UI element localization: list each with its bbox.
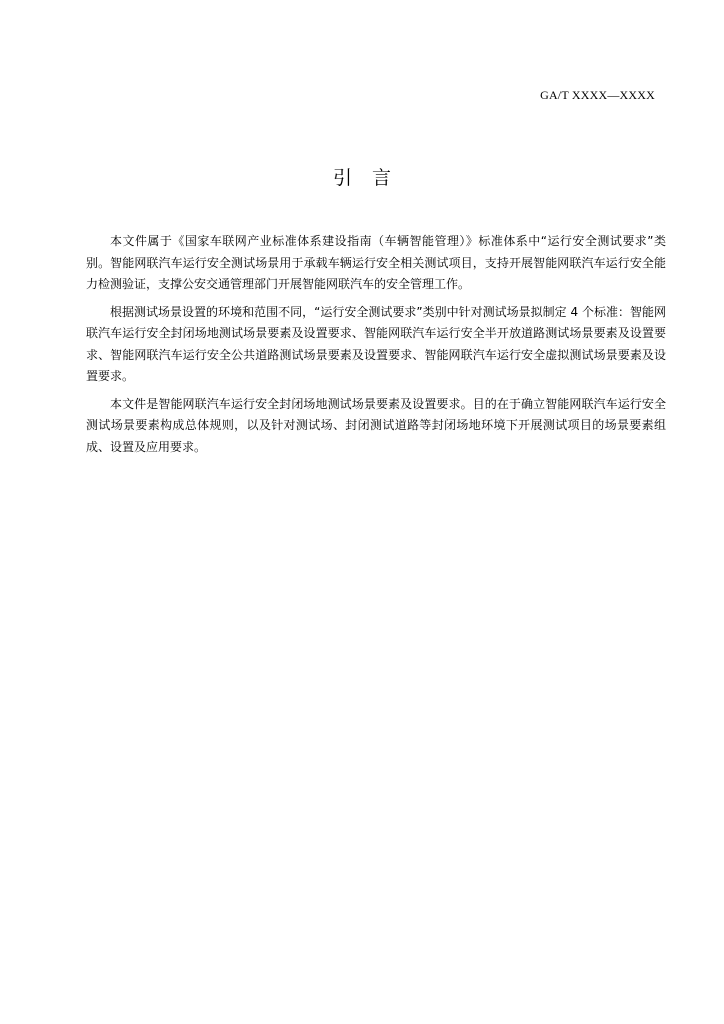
paragraph-3: 本文件是智能网联汽车运行安全封闭场地测试场景要素及设置要求。目的在于确立智能网联汽车运行安全测试场景要素构成总体规则，以及针对测试场、封闭测试道路等封闭场地环境下开展测试项目的场景要素组成、设置及应用要求。 [86,396,666,454]
introduction-body [86,231,666,464]
document-code: GA/T XXXX—XXXX [540,88,655,102]
paragraph-1: 本文件属于《国家车联网产业标准体系建设指南（车辆智能管理）》标准体系中“运行安全测试要求”类别。智能网联汽车运行安全测试场景用于承载车辆运行安全相关测试项目，支持开展智能网联汽车运行安全能力检测验证，支撑公安交通管理部门开展智能网联汽车的安全管理工作。 [86,234,666,291]
page-title: 引言 [332,167,411,189]
paragraph-2: 根据测试场景设置的环境和范围不同，“运行安全测试要求”类别中针对测试场景拟制定 4 个标准：智能网联汽车运行安全封闭场地测试场景要素及设置要求、智能网联汽车运行安全半开放道路测试场景要素及设置要求、智能网联汽车运行安全公共道路测试场景要素及设置要求、智能网联汽车运行安全虚拟测试场景要素及设置要求。 [86,304,666,383]
